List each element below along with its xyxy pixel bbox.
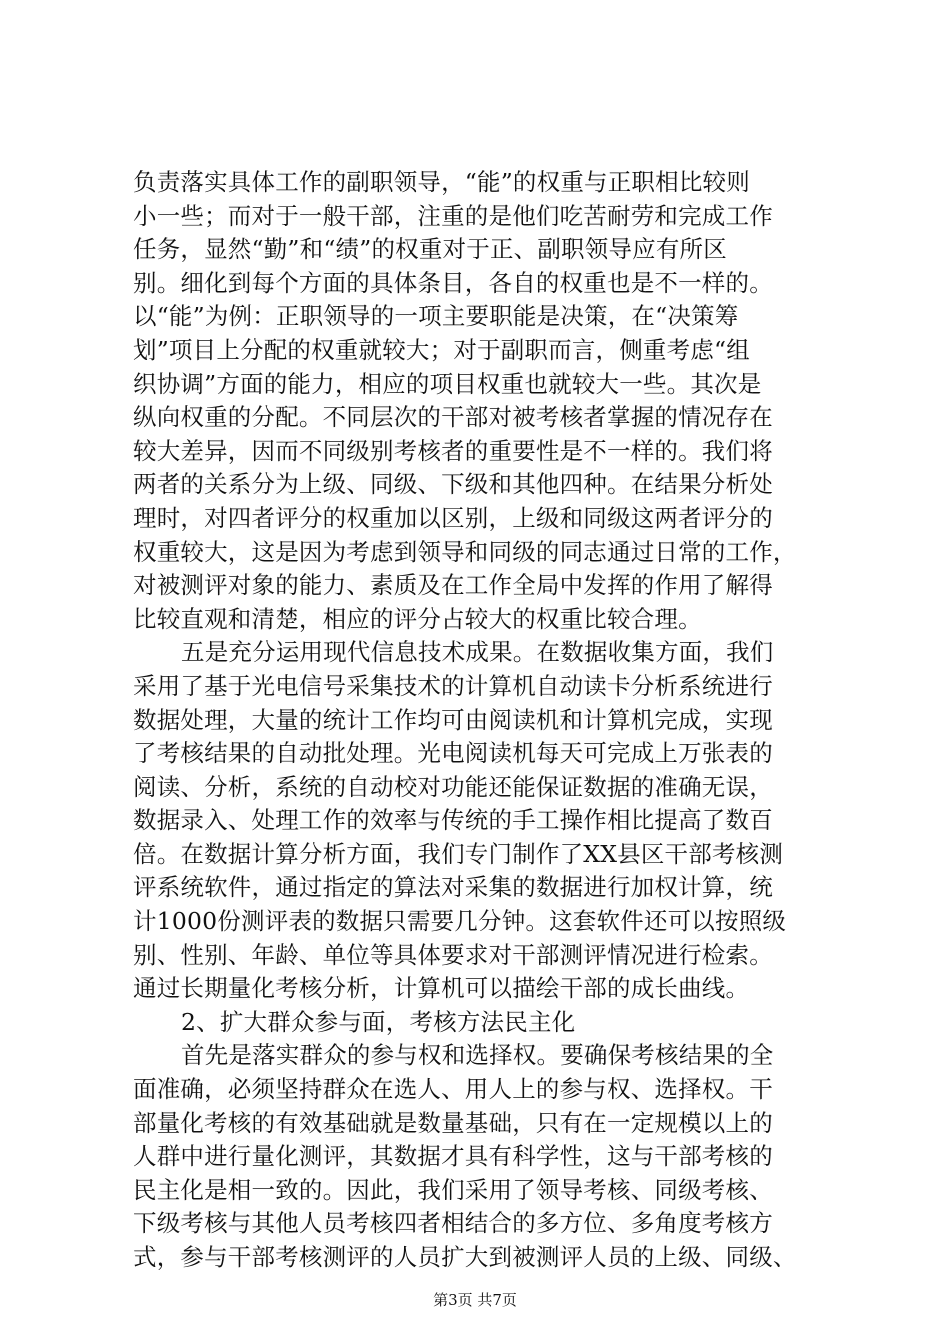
text-line: 通过长期量化考核分析，计算机可以描绘干部的成长曲线。: [133, 974, 750, 1003]
text-line: 纵向权重的分配。不同层次的干部对被考核者掌握的情况存在: [133, 403, 773, 432]
text-line: 织协调”方面的能力，相应的项目权重也就较大一些。其次是: [133, 369, 762, 398]
text-line: 两者的关系分为上级、同级、下级和其他四种。在结果分析处: [133, 470, 773, 499]
text-line: 了考核结果的自动批处理。光电阅读机每天可完成上万张表的: [133, 739, 773, 768]
text-line: 式，参与干部考核测评的人员扩大到被测评人员的上级、同级、: [133, 1243, 797, 1271]
text-line: 计1000份测评表的数据只需要几分钟。这套软件还可以按照级: [133, 907, 787, 936]
text-line: 采用了基于光电信号采集技术的计算机自动读卡分析系统进行: [133, 671, 773, 700]
paragraph-start-line: 首先是落实群众的参与权和选择权。要确保考核结果的全: [181, 1041, 774, 1070]
text-line: 下级考核与其他人员考核四者相结合的多方位、多角度考核方: [133, 1209, 773, 1238]
text-line: 小一些；而对于一般干部，注重的是他们吃苦耐劳和完成工作: [133, 201, 773, 230]
text-line: 倍。在数据计算分析方面，我们专门制作了XX县区干部考核测: [133, 839, 784, 868]
section-heading: 2、扩大群众参与面，考核方法民主化: [181, 1007, 576, 1036]
text-line: 部量化考核的有效基础就是数量基础，只有在一定规模以上的: [133, 1108, 773, 1137]
text-line: 划”项目上分配的权重就较大；对于副职而言，侧重考虑“组: [133, 335, 750, 364]
text-line: 评系统软件，通过指定的算法对采集的数据进行加权计算，统: [133, 873, 773, 902]
text-line: 数据处理，大量的统计工作均可由阅读机和计算机完成，实现: [133, 705, 773, 734]
page-footer: [0, 1290, 950, 1310]
text-line: 理时，对四者评分的权重加以区别，上级和同级这两者评分的: [133, 503, 773, 532]
text-line: 面准确，必须坚持群众在选人、用人上的参与权、选择权。干: [133, 1075, 773, 1104]
text-line: 比较直观和清楚，相应的评分占较大的权重比较合理。: [133, 604, 702, 633]
text-line: 以“能”为例：正职领导的一项主要职能是决策，在“决策筹: [133, 302, 739, 331]
text-line: 较大差异，因而不同级别考核者的重要性是不一样的。我们将: [133, 436, 773, 465]
text-line: 人群中进行量化测评，其数据才具有科学性，这与干部考核的: [133, 1142, 773, 1171]
text-line: 对被测评对象的能力、素质及在工作全局中发挥的作用了解得: [133, 571, 773, 600]
paragraph-start-line: 五是充分运用现代信息技术成果。在数据收集方面，我们: [181, 638, 774, 667]
page-number-label: 第3页 共7页: [433, 1291, 517, 1309]
text-line: 任务，显然“勤”和“绩”的权重对于正、副职领导应有所区: [133, 235, 727, 264]
text-line: 权重较大，这是因为考虑到领导和同级的同志通过日常的工作，: [133, 537, 797, 566]
text-line: 别。细化到每个方面的具体条目，各自的权重也是不一样的。: [133, 268, 773, 297]
text-line: 数据录入、处理工作的效率与传统的手工操作相比提高了数百: [133, 806, 773, 835]
text-line: 民主化是相一致的。因此，我们采用了领导考核、同级考核、: [133, 1175, 773, 1204]
text-line: 阅读、分析，系统的自动校对功能还能保证数据的准确无误，: [133, 772, 773, 801]
text-line: 负责落实具体工作的副职领导，“能”的权重与正职相比较则: [133, 168, 750, 196]
text-line: 别、性别、年龄、单位等具体要求对干部测评情况进行检索。: [133, 940, 773, 969]
body-text: [133, 166, 833, 1275]
